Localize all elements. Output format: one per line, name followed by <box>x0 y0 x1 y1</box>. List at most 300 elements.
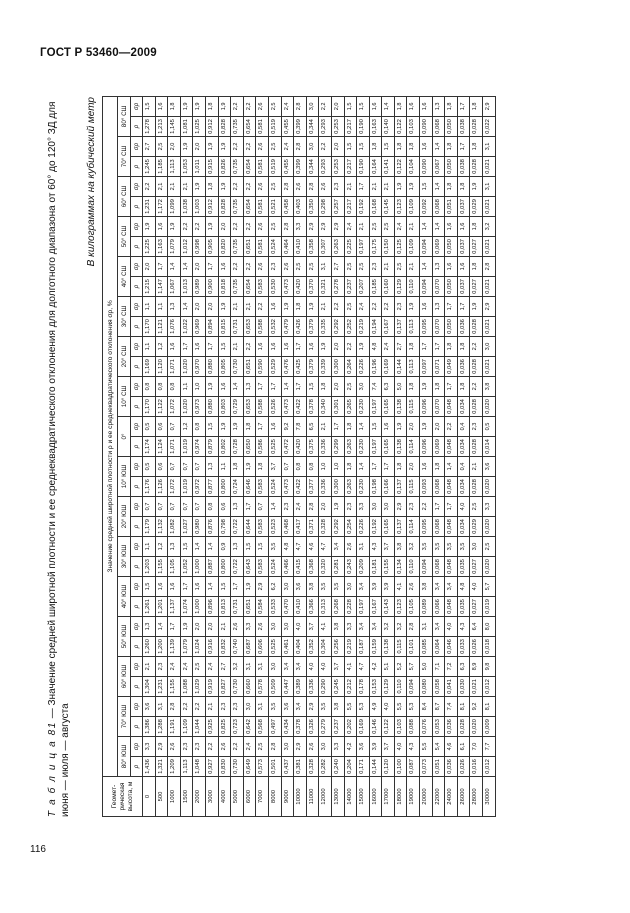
altitude-cell: 12000 <box>319 777 332 817</box>
sigma-cell: 4,1 <box>319 617 332 637</box>
sigma-cell: 2,8 <box>407 617 420 637</box>
sigma-cell: 1,8 <box>432 457 445 477</box>
rho-header: ρ <box>131 637 143 657</box>
density-cell: 0,927 <box>205 757 218 777</box>
sigma-cell: 1,8 <box>457 177 470 197</box>
density-cell: 0,155 <box>382 557 395 577</box>
table-row <box>344 96 357 816</box>
sigma-cell: 1,8 <box>256 457 269 477</box>
sigma-cell: 2,2 <box>470 377 483 397</box>
density-cell: 0,109 <box>407 197 420 217</box>
density-cell: 0,120 <box>382 757 395 777</box>
sigma-cell: 2,0 <box>193 617 206 637</box>
sigma-header: σρ <box>131 257 143 277</box>
sigma-cell: 1,8 <box>344 417 357 437</box>
sigma-header: σρ <box>131 377 143 397</box>
density-cell: 0,028 <box>470 437 483 457</box>
sigma-cell: 1,8 <box>432 377 445 397</box>
density-cell: 0,230 <box>357 437 370 457</box>
table-row <box>143 96 156 816</box>
sigma-cell: 1,4 <box>420 257 433 277</box>
density-cell: 0,644 <box>243 517 256 537</box>
density-cell: 0,125 <box>394 237 407 257</box>
density-cell: 0,035 <box>457 597 470 617</box>
density-cell: 0,723 <box>231 717 244 737</box>
sigma-cell: 1,8 <box>294 297 307 317</box>
density-cell: 0,073 <box>420 757 433 777</box>
sigma-cell: 3,1 <box>256 657 269 677</box>
rho-header: ρ <box>131 277 143 297</box>
density-cell: 1,079 <box>180 637 193 657</box>
sigma-cell: 3,0 <box>483 337 496 357</box>
density-cell: 1,113 <box>168 157 181 177</box>
sigma-cell: 3,3 <box>243 617 256 637</box>
density-cell: 0,321 <box>319 277 332 297</box>
density-cell: 0,434 <box>281 717 294 737</box>
altitude-cell: 2000 <box>193 777 206 817</box>
density-cell: 0,660 <box>243 677 256 697</box>
density-cell: 0,263 <box>331 237 344 257</box>
sigma-cell: 2,5 <box>268 96 281 116</box>
density-cell: 1,012 <box>180 237 193 257</box>
density-cell: 0,037 <box>457 277 470 297</box>
sigma-cell: 2,1 <box>470 457 483 477</box>
density-cell: 1,027 <box>180 517 193 537</box>
sigma-cell: 2,0 <box>407 457 420 477</box>
sigma-cell: 1,6 <box>155 577 168 597</box>
density-cell: 0,828 <box>218 197 231 217</box>
sigma-cell: 7,4 <box>445 697 458 717</box>
sigma-cell: 1,2 <box>180 417 193 437</box>
density-cell: 0,009 <box>483 717 496 737</box>
sigma-cell: 1,6 <box>155 96 168 116</box>
density-cell: 0,217 <box>344 117 357 137</box>
sigma-cell: 2,3 <box>218 697 231 717</box>
density-cell: 0,018 <box>483 637 496 657</box>
altitude-cell: 19000 <box>407 777 420 817</box>
density-cell: 0,524 <box>268 237 281 257</box>
sigma-cell: 3,1 <box>155 697 168 717</box>
sigma-cell: 0,8 <box>193 417 206 437</box>
sigma-cell: 4,8 <box>369 337 382 357</box>
density-cell: 0,137 <box>394 477 407 497</box>
sigma-header: σρ <box>131 297 143 317</box>
sigma-cell: 2,6 <box>256 217 269 237</box>
density-cell: 0,344 <box>306 157 319 177</box>
sigma-cell: 3,0 <box>306 96 319 116</box>
density-cell: 0,066 <box>432 597 445 617</box>
sigma-cell: 1,7 <box>457 96 470 116</box>
sigma-cell: 3,8 <box>483 377 496 397</box>
density-cell: 0,651 <box>243 357 256 377</box>
density-cell: 0,027 <box>470 597 483 617</box>
sigma-cell: 2,9 <box>306 697 319 717</box>
sigma-cell: 1,5 <box>420 177 433 197</box>
density-cell: 1,121 <box>155 317 168 337</box>
sigma-cell: 5,0 <box>394 377 407 397</box>
sigma-cell: 1,8 <box>394 137 407 157</box>
sigma-cell: 1,8 <box>470 96 483 116</box>
density-cell: 1,038 <box>180 197 193 217</box>
sigma-cell: 6,3 <box>382 377 395 397</box>
sigma-cell: 1,9 <box>470 297 483 317</box>
sigma-cell: 0,5 <box>143 457 156 477</box>
density-cell: 1,215 <box>143 277 156 297</box>
density-cell: 0,109 <box>407 237 420 257</box>
sigma-cell: 2,3 <box>394 297 407 317</box>
density-cell: 0,293 <box>319 117 332 137</box>
density-cell: 0,123 <box>394 197 407 217</box>
sigma-cell: 2,0 <box>331 96 344 116</box>
density-cell: 0,724 <box>231 477 244 497</box>
density-cell: 0,328 <box>319 517 332 537</box>
altitude-cell: 14000 <box>344 777 357 817</box>
density-cell: 0,320 <box>319 557 332 577</box>
sigma-cell: 2,6 <box>344 537 357 557</box>
density-cell: 0,880 <box>205 357 218 377</box>
sigma-cell: 1,3 <box>143 617 156 637</box>
rho-header: ρ <box>131 317 143 337</box>
standard-header: ГОСТ Р 53460—2009 <box>40 47 157 59</box>
sigma-cell: 0,6 <box>155 457 168 477</box>
rho-header: ρ <box>131 197 143 217</box>
density-cell: 0,798 <box>218 517 231 537</box>
sigma-header: σρ <box>131 417 143 437</box>
sigma-cell: 1,8 <box>470 257 483 277</box>
density-cell: 1,203 <box>143 557 156 577</box>
density-cell: 0,145 <box>382 197 395 217</box>
sigma-cell: 1,4 <box>432 177 445 197</box>
sigma-cell: 3,0 <box>319 737 332 757</box>
sigma-cell: 4,7 <box>319 537 332 557</box>
sigma-cell: 2,1 <box>205 697 218 717</box>
density-cell: 0,165 <box>382 397 395 417</box>
sigma-cell: 2,2 <box>243 96 256 116</box>
sigma-cell: 1,4 <box>180 257 193 277</box>
density-cell: 0,226 <box>357 517 370 537</box>
density-cell: 1,088 <box>180 677 193 697</box>
sigma-cell: 1,8 <box>344 457 357 477</box>
latitude-header: 60° СШ <box>118 177 131 217</box>
density-cell: 0,344 <box>306 117 319 137</box>
sigma-cell: 2,0 <box>218 217 231 237</box>
density-cell: 0,654 <box>243 117 256 137</box>
sigma-cell: 8,4 <box>420 697 433 717</box>
sigma-cell: 3,2 <box>483 217 496 237</box>
density-cell: 0,578 <box>256 677 269 697</box>
density-cell: 1,132 <box>155 517 168 537</box>
latitude-header: 50° ЮШ <box>118 617 131 657</box>
sigma-cell: 2,1 <box>243 297 256 317</box>
sigma-cell: 4,3 <box>369 537 382 557</box>
density-cell: 0,581 <box>256 197 269 217</box>
sigma-cell: 2,0 <box>432 417 445 437</box>
altitude-cell: 0 <box>143 777 156 817</box>
sigma-cell: 1,6 <box>457 257 470 277</box>
density-cell: 0,803 <box>218 397 231 417</box>
density-cell: 0,524 <box>268 477 281 497</box>
sigma-cell: 2,0 <box>319 497 332 517</box>
density-cell: 1,155 <box>168 677 181 697</box>
density-cell: 0,524 <box>268 557 281 577</box>
latitude-header: 70° ЮШ <box>118 697 131 737</box>
density-cell: 0,150 <box>382 237 395 257</box>
density-cell: 0,058 <box>432 677 445 697</box>
density-cell: 0,212 <box>344 677 357 697</box>
sigma-cell: 2,9 <box>319 217 332 237</box>
density-cell: 0,366 <box>306 597 319 617</box>
sigma-cell: 1,9 <box>231 417 244 437</box>
sigma-cell: 1,9 <box>319 337 332 357</box>
sigma-cell: 3,5 <box>457 537 470 557</box>
density-cell: 1,261 <box>143 597 156 617</box>
sigma-cell: 3,3 <box>483 497 496 517</box>
sigma-cell: 4,2 <box>344 737 357 757</box>
sigma-cell: 2,6 <box>256 617 269 637</box>
sigma-cell: 1,7 <box>445 377 458 397</box>
density-cell: 0,048 <box>445 437 458 457</box>
altitude-cell: 20000 <box>420 777 433 817</box>
table-label: Т а б л и ц а 81 <box>47 721 58 817</box>
density-cell: 0,137 <box>394 517 407 537</box>
sigma-cell: 3,0 <box>268 617 281 637</box>
sigma-cell: 3,6 <box>483 457 496 477</box>
density-cell: 0,415 <box>294 557 307 577</box>
density-cell: 0,048 <box>445 557 458 577</box>
sigma-cell: 2,6 <box>231 617 244 637</box>
sigma-cell: 4,7 <box>357 657 370 677</box>
sigma-cell: 9,2 <box>281 417 294 437</box>
density-cell: 1,019 <box>180 477 193 497</box>
sigma-cell: 3,2 <box>394 617 407 637</box>
density-cell: 1,113 <box>180 757 193 777</box>
density-cell: 0,167 <box>369 597 382 617</box>
density-cell: 0,020 <box>483 397 496 417</box>
sigma-cell: 2,8 <box>281 177 294 197</box>
density-cell: 0,070 <box>432 317 445 337</box>
sigma-cell: 1,5 <box>218 337 231 357</box>
sigma-cell: 2,3 <box>231 697 244 717</box>
sigma-cell: 2,6 <box>218 737 231 757</box>
table-row <box>294 96 307 816</box>
sigma-cell: 1,4 <box>281 377 294 397</box>
density-cell: 0,209 <box>357 557 370 577</box>
density-cell: 0,293 <box>319 157 332 177</box>
sigma-cell: 0,7 <box>180 457 193 477</box>
density-cell: 0,340 <box>319 397 332 417</box>
density-cell: 0,479 <box>281 317 294 337</box>
sigma-cell: 2,1 <box>155 177 168 197</box>
sigma-cell: 3,0 <box>281 577 294 597</box>
sigma-cell: 1,4 <box>357 417 370 437</box>
density-cell: 0,096 <box>420 397 433 417</box>
density-cell: 0,134 <box>394 557 407 577</box>
sigma-cell: 3,4 <box>331 537 344 557</box>
sigma-cell: 2,2 <box>243 257 256 277</box>
sigma-cell: 3,4 <box>432 577 445 597</box>
density-cell: 0,521 <box>268 197 281 217</box>
sigma-cell: 1,8 <box>369 137 382 157</box>
sigma-cell: 1,8 <box>470 217 483 237</box>
altitude-cell: 1500 <box>180 777 193 817</box>
sigma-cell: 1,9 <box>168 217 181 237</box>
altitude-cell: 11000 <box>306 777 319 817</box>
sigma-cell: 3,0 <box>369 497 382 517</box>
sigma-cell: 2,4 <box>382 337 395 357</box>
sigma-cell: 2,6 <box>256 257 269 277</box>
density-cell: 0,980 <box>193 517 206 537</box>
density-cell: 1,052 <box>180 557 193 577</box>
sigma-cell: 1,4 <box>205 577 218 597</box>
density-cell: 0,375 <box>306 437 319 457</box>
density-cell: 0,651 <box>243 237 256 257</box>
sigma-cell: 1,4 <box>445 457 458 477</box>
sigma-cell: 2,0 <box>193 257 206 277</box>
density-cell: 0,237 <box>331 717 344 737</box>
sigma-cell: 1,6 <box>268 417 281 437</box>
sigma-cell: 2,6 <box>168 737 181 757</box>
sigma-cell: 0,8 <box>306 457 319 477</box>
density-cell: 0,735 <box>231 197 244 217</box>
density-cell: 1,024 <box>193 637 206 657</box>
sigma-cell: 1,7 <box>180 337 193 357</box>
sigma-cell: 1,8 <box>394 457 407 477</box>
sigma-cell: 2,8 <box>268 737 281 757</box>
density-cell: 1,179 <box>143 517 156 537</box>
sigma-cell: 2,7 <box>331 257 344 277</box>
sigma-cell: 3,1 <box>319 257 332 277</box>
sigma-cell: 3,4 <box>357 577 370 597</box>
density-cell: 0,049 <box>445 357 458 377</box>
density-cell: 0,198 <box>369 477 382 497</box>
sigma-cell: 3,0 <box>382 497 395 517</box>
density-cell: 0,805 <box>218 357 231 377</box>
density-cell: 0,113 <box>407 357 420 377</box>
density-cell: 0,525 <box>268 637 281 657</box>
altitude-cell: 18000 <box>394 777 407 817</box>
rho-header: ρ <box>131 477 143 497</box>
density-cell: 0,021 <box>483 357 496 377</box>
sigma-header: σρ <box>131 337 143 357</box>
sigma-cell: 1,6 <box>445 217 458 237</box>
sigma-cell: 1,9 <box>306 297 319 317</box>
sigma-cell: 1,7 <box>231 577 244 597</box>
density-cell: 0,735 <box>231 277 244 297</box>
density-cell: 0,970 <box>193 357 206 377</box>
sigma-cell: 1,6 <box>382 417 395 437</box>
density-cell: 0,122 <box>394 117 407 137</box>
density-cell: 0,048 <box>445 517 458 537</box>
rho-header: ρ <box>131 677 143 697</box>
table-row <box>205 96 218 816</box>
density-cell: 0,651 <box>243 597 256 617</box>
sigma-header: σρ <box>131 96 143 116</box>
density-cell: 0,301 <box>331 397 344 417</box>
density-cell: 1,124 <box>155 437 168 457</box>
sigma-header: σρ <box>131 737 143 757</box>
density-cell: 0,832 <box>218 637 231 657</box>
rho-header: ρ <box>131 557 143 577</box>
sigma-header: σρ <box>131 217 143 237</box>
sigma-cell: 1,2 <box>155 337 168 357</box>
density-cell: 0,138 <box>394 437 407 457</box>
density-cell: 0,998 <box>193 237 206 257</box>
sigma-cell: 2,1 <box>168 177 181 197</box>
density-cell: 0,455 <box>281 117 294 137</box>
density-cell: 0,169 <box>382 357 395 377</box>
density-cell: 0,254 <box>344 517 357 537</box>
sigma-cell: 2,2 <box>470 337 483 357</box>
density-cell: 0,026 <box>470 637 483 657</box>
sigma-cell: 3,2 <box>407 537 420 557</box>
density-cell: 0,027 <box>470 277 483 297</box>
sigma-cell: 1,5 <box>344 137 357 157</box>
density-cell: 0,050 <box>445 317 458 337</box>
sigma-cell: 1,7 <box>256 417 269 437</box>
density-cell: 0,586 <box>256 437 269 457</box>
density-cell: 1,000 <box>193 557 206 577</box>
density-cell: 0,253 <box>331 117 344 137</box>
density-cell: 0,336 <box>319 437 332 457</box>
density-cell: 0,141 <box>382 157 395 177</box>
density-cell: 0,165 <box>382 437 395 457</box>
density-cell: 0,915 <box>205 157 218 177</box>
sigma-cell: 4,3 <box>407 737 420 757</box>
density-cell: 0,020 <box>470 717 483 737</box>
density-cell: 0,437 <box>281 757 294 777</box>
sigma-cell: 2,2 <box>344 337 357 357</box>
sigma-cell: 6,3 <box>457 657 470 677</box>
sigma-cell: 3,8 <box>420 577 433 597</box>
sigma-cell: 2,0 <box>331 337 344 357</box>
sigma-cell: 2,8 <box>306 497 319 517</box>
sigma-cell: 2,3 <box>155 657 168 677</box>
sigma-cell: 2,3 <box>344 497 357 517</box>
sigma-cell: 7,7 <box>483 737 496 757</box>
density-cell: 0,159 <box>369 637 382 657</box>
density-cell: 0,818 <box>218 277 231 297</box>
rho-header: ρ <box>131 757 143 777</box>
density-cell: 0,879 <box>205 437 218 457</box>
density-cell: 0,256 <box>331 637 344 657</box>
density-cell: 0,740 <box>231 637 244 657</box>
latitude-header: 50° СШ <box>118 217 131 257</box>
density-cell: 0,722 <box>231 557 244 577</box>
sigma-cell: 1,6 <box>281 337 294 357</box>
density-cell: 0,020 <box>483 557 496 577</box>
sigma-cell: 2,9 <box>294 737 307 757</box>
density-cell: 0,028 <box>470 117 483 137</box>
altitude-cell: 16000 <box>369 777 382 817</box>
density-cell: 0,379 <box>306 317 319 337</box>
density-cell: 1,025 <box>193 117 206 137</box>
density-cell: 1,071 <box>168 357 181 377</box>
sigma-cell: 1,3 <box>432 96 445 116</box>
sigma-cell: 1,9 <box>407 177 420 197</box>
density-cell: 0,197 <box>357 237 370 257</box>
density-cell: 0,144 <box>394 357 407 377</box>
density-cell: 0,034 <box>457 397 470 417</box>
density-cell: 0,068 <box>432 197 445 217</box>
density-cell: 0,905 <box>205 237 218 257</box>
density-cell: 0,653 <box>243 397 256 417</box>
sigma-cell: 2,9 <box>394 497 407 517</box>
sigma-cell: 1,8 <box>168 96 181 116</box>
density-cell: 0,825 <box>218 717 231 737</box>
density-cell: 0,034 <box>457 437 470 457</box>
sigma-cell: 3,0 <box>470 537 483 557</box>
density-cell: 0,187 <box>357 637 370 657</box>
